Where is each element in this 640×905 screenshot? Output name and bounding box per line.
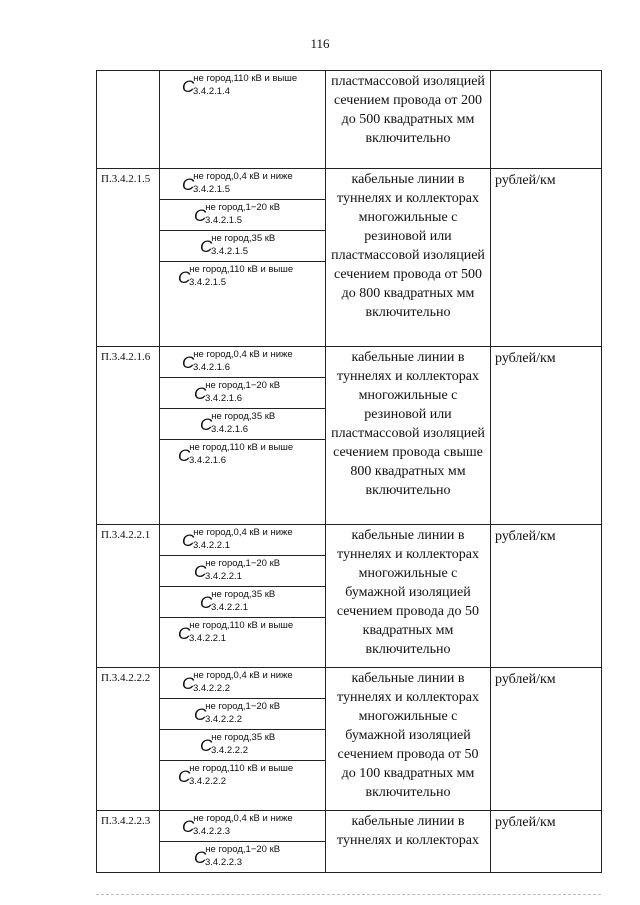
page-number: 116: [310, 36, 330, 51]
formula-cell: [160, 699, 326, 730]
formula-subscript: 3.4.2.2.1: [211, 602, 248, 613]
formula-superscript: не город,0,4 кВ и ниже: [193, 813, 293, 824]
formula-superscript: не город,1−20 кВ: [205, 380, 281, 391]
item-code: П.3.4.2.2.3: [97, 811, 160, 873]
formula-symbol: C: [178, 624, 191, 643]
formula-subscript: 3.4.2.2.2: [193, 683, 230, 694]
formula-symbol: C: [178, 268, 191, 287]
formula-symbol: C: [200, 736, 213, 755]
line-description: пластмассовой изоляцией сечением провода от 200 до 500 квадратных мм включительно: [326, 71, 491, 169]
formula-superscript: не город,1−20 кВ: [205, 701, 281, 712]
formula-cell: [160, 668, 326, 699]
item-code: [97, 71, 160, 169]
formula-symbol: C: [182, 674, 195, 693]
tariff-formula: [178, 621, 293, 644]
formula-superscript: не город,0,4 кВ и ниже: [193, 670, 293, 681]
formula-cell: [160, 811, 326, 842]
formula-symbol: C: [200, 415, 213, 434]
table-row: [97, 525, 602, 556]
unit-of-measure: рублей/км: [491, 347, 602, 525]
formula-subscript: 3.4.2.1.6: [193, 362, 230, 373]
table-row: [97, 811, 602, 842]
formula-cell: [160, 587, 326, 618]
formula-symbol: C: [182, 531, 195, 550]
formula-superscript: не город,35 кВ: [211, 411, 276, 422]
formula-cell: [160, 347, 326, 378]
tariff-formula: [178, 764, 293, 787]
tariff-formula: [182, 172, 293, 195]
formula-symbol: C: [182, 817, 195, 836]
formula-superscript: не город,0,4 кВ и ниже: [193, 527, 293, 538]
tariff-formula: [194, 702, 280, 725]
formula-symbol: C: [182, 353, 195, 372]
formula-subscript: 3.4.2.1.6: [211, 424, 248, 435]
formula-cell: [160, 231, 326, 262]
unit-of-measure: рублей/км: [491, 169, 602, 347]
formula-symbol: C: [194, 384, 207, 403]
formula-subscript: 3.4.2.2.1: [193, 540, 230, 551]
formula-subscript: 3.4.2.1.6: [205, 393, 242, 404]
formula-superscript: не город,35 кВ: [211, 589, 276, 600]
item-code: П.3.4.2.1.5: [97, 169, 160, 347]
tariff-formula: [182, 814, 293, 837]
tariff-formula: [178, 265, 293, 288]
formula-cell: [160, 761, 326, 811]
formula-symbol: C: [194, 705, 207, 724]
formula-superscript: не город,1−20 кВ: [205, 202, 281, 213]
tariff-formula: [182, 528, 293, 551]
formula-cell: [160, 440, 326, 525]
formula-superscript: не город,1−20 кВ: [205, 844, 281, 855]
tariff-formula: [194, 381, 280, 404]
tariff-formula: [194, 845, 280, 868]
formula-cell: [160, 200, 326, 231]
formula-subscript: 3.4.2.2.2: [211, 745, 248, 756]
formula-subscript: 3.4.2.2.3: [193, 826, 230, 837]
formula-cell: [160, 378, 326, 409]
formula-subscript: 3.4.2.2.3: [205, 857, 242, 868]
tariff-formula: [200, 234, 275, 257]
table-row: [97, 668, 602, 699]
formula-superscript: не город,35 кВ: [211, 233, 276, 244]
formula-subscript: 3.4.2.1.5: [205, 215, 242, 226]
line-description: кабельные линии в туннелях и коллекторах многожильные с резиновой или пластмассовой изоляцией сечением провода свыше 800 квадратных мм включительно: [326, 347, 491, 525]
formula-symbol: C: [194, 848, 207, 867]
formula-superscript: не город,1−20 кВ: [205, 558, 281, 569]
unit-of-measure: рублей/км: [491, 525, 602, 668]
formula-cell: [160, 262, 326, 347]
formula-subscript: 3.4.2.2.1: [189, 633, 226, 644]
formula-superscript: не город,110 кВ и выше: [189, 763, 294, 774]
formula-cell: [160, 556, 326, 587]
formula-cell: [160, 169, 326, 200]
line-description: кабельные линии в туннелях и коллекторах многожильные с резиновой или пластмассовой изоляцией сечением провода от 500 до 800 квадратных мм включительно: [326, 169, 491, 347]
formula-cell: [160, 618, 326, 668]
tariff-table: [96, 70, 602, 873]
table-row: [97, 71, 602, 169]
formula-symbol: C: [178, 446, 191, 465]
tariff-formula: [178, 443, 293, 466]
unit-of-measure: рублей/км: [491, 811, 602, 873]
line-description: кабельные линии в туннелях и коллекторах: [326, 811, 491, 873]
tariff-formula: [200, 733, 275, 756]
tariff-table-body: [97, 71, 602, 873]
formula-symbol: C: [194, 562, 207, 581]
tariff-formula: [194, 203, 280, 226]
formula-subscript: 3.4.2.2.2: [189, 776, 226, 787]
formula-superscript: не город,110 кВ и выше: [189, 264, 294, 275]
formula-cell: [160, 730, 326, 761]
item-code: П.3.4.2.2.1: [97, 525, 160, 668]
item-code: П.3.4.2.1.6: [97, 347, 160, 525]
formula-cell: [160, 409, 326, 440]
formula-symbol: C: [200, 593, 213, 612]
line-description: кабельные линии в туннелях и коллекторах многожильные с бумажной изоляцией сечением провода от 50 до 100 квадратных мм включительно: [326, 668, 491, 811]
formula-symbol: C: [200, 237, 213, 256]
formula-subscript: 3.4.2.1.5: [193, 184, 230, 195]
formula-superscript: не город,110 кВ и выше: [189, 620, 294, 631]
table-row: [97, 169, 602, 200]
tariff-formula: [194, 559, 280, 582]
formula-cell: [160, 71, 326, 169]
formula-subscript: 3.4.2.2.1: [205, 571, 242, 582]
formula-symbol: C: [194, 206, 207, 225]
tariff-formula: [182, 671, 293, 694]
formula-superscript: не город,110 кВ и выше: [189, 442, 294, 453]
formula-subscript: 3.4.2.1.4: [193, 86, 230, 97]
formula-subscript: 3.4.2.1.5: [189, 277, 226, 288]
item-code: П.3.4.2.2.2: [97, 668, 160, 811]
page-bottom-rule: [96, 894, 601, 896]
tariff-formula: [200, 412, 275, 435]
formula-symbol: C: [178, 767, 191, 786]
formula-superscript: не город,0,4 кВ и ниже: [193, 171, 293, 182]
table-row: [97, 347, 602, 378]
unit-of-measure: [491, 71, 602, 169]
formula-symbol: C: [182, 77, 195, 96]
formula-cell: [160, 842, 326, 873]
tariff-formula: [182, 74, 297, 97]
formula-superscript: не город,110 кВ и выше: [193, 73, 298, 84]
formula-subscript: 3.4.2.1.6: [189, 455, 226, 466]
tariff-formula: [182, 350, 293, 373]
unit-of-measure: рублей/км: [491, 668, 602, 811]
formula-symbol: C: [182, 175, 195, 194]
formula-superscript: не город,0,4 кВ и ниже: [193, 349, 293, 360]
formula-subscript: 3.4.2.1.5: [211, 246, 248, 257]
formula-subscript: 3.4.2.2.2: [205, 714, 242, 725]
tariff-formula: [200, 590, 275, 613]
line-description: кабельные линии в туннелях и коллекторах многожильные с бумажной изоляцией сечением провода до 50 квадратных мм включительно: [326, 525, 491, 668]
formula-superscript: не город,35 кВ: [211, 732, 276, 743]
formula-cell: [160, 525, 326, 556]
